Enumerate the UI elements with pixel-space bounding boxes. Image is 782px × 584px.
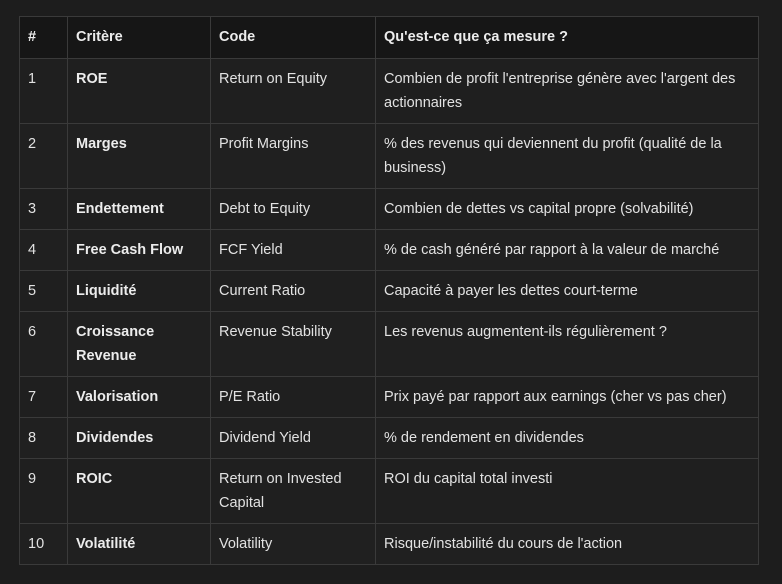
- cell-number: 6: [20, 312, 68, 377]
- cell-number: 9: [20, 459, 68, 524]
- header-critere: Critère: [68, 17, 211, 59]
- cell-number: 5: [20, 271, 68, 312]
- cell-code: P/E Ratio: [211, 377, 376, 418]
- cell-code: Volatility: [211, 524, 376, 565]
- cell-code: Revenue Stability: [211, 312, 376, 377]
- table-body: [20, 59, 759, 565]
- cell-mesure: ROI du capital total investi: [376, 459, 759, 524]
- cell-mesure: % des revenus qui deviennent du profit (qualité de la business): [376, 124, 759, 189]
- cell-mesure: Les revenus augmentent-ils régulièrement ?: [376, 312, 759, 377]
- table-row: [20, 312, 759, 377]
- header-code: Code: [211, 17, 376, 59]
- criteria-table: [19, 16, 759, 565]
- table-row: [20, 377, 759, 418]
- cell-critere: Liquidité: [68, 271, 211, 312]
- header-number: #: [20, 17, 68, 59]
- cell-mesure: Combien de dettes vs capital propre (solvabilité): [376, 189, 759, 230]
- cell-mesure: Combien de profit l'entreprise génère avec l'argent des actionnaires: [376, 59, 759, 124]
- cell-code: Return on Equity: [211, 59, 376, 124]
- cell-mesure: Risque/instabilité du cours de l'action: [376, 524, 759, 565]
- cell-code: FCF Yield: [211, 230, 376, 271]
- criteria-table-container: [19, 16, 758, 565]
- table-row: [20, 524, 759, 565]
- cell-number: 4: [20, 230, 68, 271]
- cell-number: 1: [20, 59, 68, 124]
- cell-number: 3: [20, 189, 68, 230]
- table-header: [20, 17, 759, 59]
- cell-mesure: % de rendement en dividendes: [376, 418, 759, 459]
- cell-critere: Croissance Revenue: [68, 312, 211, 377]
- table-row: [20, 59, 759, 124]
- cell-number: 8: [20, 418, 68, 459]
- cell-number: 7: [20, 377, 68, 418]
- table-row: [20, 459, 759, 524]
- table-row: [20, 418, 759, 459]
- cell-mesure: Prix payé par rapport aux earnings (cher vs pas cher): [376, 377, 759, 418]
- cell-number: 10: [20, 524, 68, 565]
- cell-code: Return on Invested Capital: [211, 459, 376, 524]
- cell-code: Profit Margins: [211, 124, 376, 189]
- table-row: [20, 124, 759, 189]
- cell-code: Dividend Yield: [211, 418, 376, 459]
- cell-mesure: Capacité à payer les dettes court-terme: [376, 271, 759, 312]
- table-row: [20, 271, 759, 312]
- cell-critere: Dividendes: [68, 418, 211, 459]
- cell-mesure: % de cash généré par rapport à la valeur de marché: [376, 230, 759, 271]
- cell-critere: Marges: [68, 124, 211, 189]
- header-row: [20, 17, 759, 59]
- table-row: [20, 189, 759, 230]
- header-mesure: Qu'est-ce que ça mesure ?: [376, 17, 759, 59]
- cell-code: Debt to Equity: [211, 189, 376, 230]
- table-row: [20, 230, 759, 271]
- cell-critere: ROE: [68, 59, 211, 124]
- cell-critere: Endettement: [68, 189, 211, 230]
- cell-number: 2: [20, 124, 68, 189]
- cell-critere: Free Cash Flow: [68, 230, 211, 271]
- cell-critere: ROIC: [68, 459, 211, 524]
- cell-critere: Volatilité: [68, 524, 211, 565]
- cell-code: Current Ratio: [211, 271, 376, 312]
- cell-critere: Valorisation: [68, 377, 211, 418]
